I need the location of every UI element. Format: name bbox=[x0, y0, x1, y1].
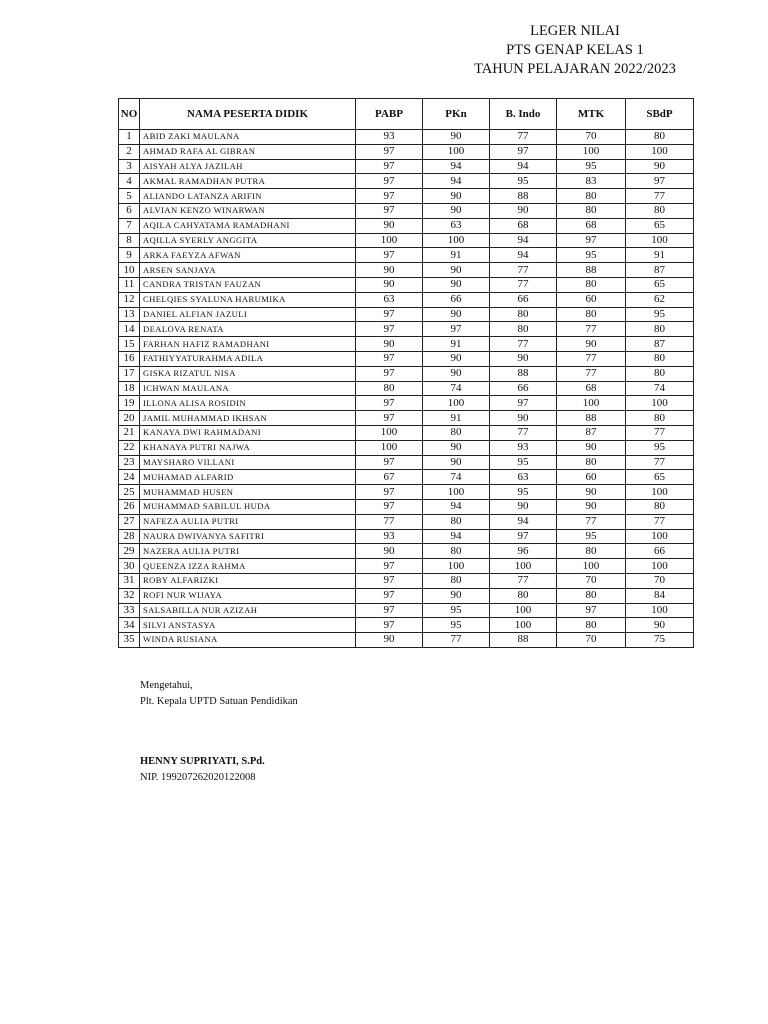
column-header: B. Indo bbox=[490, 99, 557, 130]
grade-cell: 84 bbox=[626, 588, 694, 603]
grade-cell: 80 bbox=[626, 351, 694, 366]
column-header: PABP bbox=[356, 99, 423, 130]
grade-cell: 80 bbox=[557, 189, 626, 204]
row-number: 15 bbox=[119, 337, 140, 352]
row-number: 29 bbox=[119, 544, 140, 559]
grade-cell: 100 bbox=[490, 603, 557, 618]
grade-cell: 87 bbox=[626, 263, 694, 278]
row-number: 23 bbox=[119, 455, 140, 470]
grade-cell: 77 bbox=[557, 514, 626, 529]
grade-cell: 97 bbox=[356, 499, 423, 514]
grade-cell: 66 bbox=[423, 292, 490, 307]
grade-cell: 90 bbox=[490, 203, 557, 218]
grade-cell: 88 bbox=[557, 263, 626, 278]
row-number: 5 bbox=[119, 189, 140, 204]
grade-cell: 74 bbox=[423, 470, 490, 485]
grade-cell: 91 bbox=[423, 411, 490, 426]
row-number: 28 bbox=[119, 529, 140, 544]
grade-cell: 95 bbox=[423, 618, 490, 633]
grade-cell: 94 bbox=[423, 499, 490, 514]
student-name: WINDA RUSIANA bbox=[140, 633, 356, 648]
grade-cell: 80 bbox=[626, 499, 694, 514]
acknowledgement-text: Mengetahui, bbox=[140, 680, 193, 691]
table-row bbox=[119, 351, 694, 366]
grade-cell: 77 bbox=[557, 351, 626, 366]
grade-cell: 97 bbox=[356, 203, 423, 218]
grade-cell: 90 bbox=[557, 485, 626, 500]
grade-cell: 100 bbox=[626, 529, 694, 544]
grade-cell: 97 bbox=[356, 159, 423, 174]
table-row bbox=[119, 159, 694, 174]
row-number: 8 bbox=[119, 233, 140, 248]
grade-cell: 93 bbox=[490, 440, 557, 455]
grade-cell: 100 bbox=[423, 144, 490, 159]
grade-cell: 90 bbox=[423, 440, 490, 455]
grade-cell: 97 bbox=[356, 144, 423, 159]
student-name: AQILA CAHYATAMA RAMADHANI bbox=[140, 218, 356, 233]
grade-cell: 77 bbox=[490, 263, 557, 278]
row-number: 25 bbox=[119, 485, 140, 500]
grade-cell: 80 bbox=[423, 514, 490, 529]
student-name: ICHWAN MAULANA bbox=[140, 381, 356, 396]
grade-cell: 68 bbox=[490, 218, 557, 233]
grade-cell: 97 bbox=[356, 618, 423, 633]
grade-cell: 90 bbox=[423, 277, 490, 292]
grade-cell: 77 bbox=[557, 366, 626, 381]
grade-cell: 95 bbox=[557, 248, 626, 263]
grade-cell: 80 bbox=[626, 203, 694, 218]
grade-cell: 100 bbox=[557, 144, 626, 159]
grade-cell: 95 bbox=[490, 174, 557, 189]
grade-cell: 90 bbox=[356, 218, 423, 233]
grade-cell: 80 bbox=[356, 381, 423, 396]
grade-cell: 90 bbox=[557, 440, 626, 455]
grade-cell: 95 bbox=[557, 159, 626, 174]
grade-cell: 100 bbox=[356, 440, 423, 455]
signer-nip: NIP. 199207262020122008 bbox=[140, 772, 256, 783]
grade-cell: 75 bbox=[626, 633, 694, 648]
grade-cell: 100 bbox=[423, 396, 490, 411]
grade-cell: 95 bbox=[490, 485, 557, 500]
signer-position: Plt. Kepala UPTD Satuan Pendidikan bbox=[140, 696, 298, 707]
grade-cell: 68 bbox=[557, 381, 626, 396]
grade-cell: 77 bbox=[423, 633, 490, 648]
grade-cell: 65 bbox=[626, 218, 694, 233]
table-row bbox=[119, 603, 694, 618]
grade-cell: 94 bbox=[423, 529, 490, 544]
grade-cell: 97 bbox=[626, 174, 694, 189]
grade-cell: 65 bbox=[626, 277, 694, 292]
student-name: CHELQIES SYALUNA HARUMIKA bbox=[140, 292, 356, 307]
table-row bbox=[119, 514, 694, 529]
grade-cell: 65 bbox=[626, 470, 694, 485]
student-name: SALSABILLA NUR AZIZAH bbox=[140, 603, 356, 618]
student-name: NAURA DWIVANYA SAFITRI bbox=[140, 529, 356, 544]
grade-cell: 88 bbox=[490, 189, 557, 204]
grade-cell: 97 bbox=[356, 485, 423, 500]
grade-cell: 96 bbox=[490, 544, 557, 559]
table-row bbox=[119, 529, 694, 544]
table-row bbox=[119, 263, 694, 278]
row-number: 7 bbox=[119, 218, 140, 233]
student-name: DANIEL ALFIAN JAZULI bbox=[140, 307, 356, 322]
grade-cell: 100 bbox=[626, 603, 694, 618]
grade-cell: 90 bbox=[626, 618, 694, 633]
table-row bbox=[119, 544, 694, 559]
grade-cell: 80 bbox=[557, 455, 626, 470]
grade-cell: 80 bbox=[557, 588, 626, 603]
grade-cell: 88 bbox=[490, 366, 557, 381]
grade-cell: 90 bbox=[423, 307, 490, 322]
table-row bbox=[119, 455, 694, 470]
row-number: 24 bbox=[119, 470, 140, 485]
grade-cell: 97 bbox=[356, 411, 423, 426]
grade-cell: 94 bbox=[423, 174, 490, 189]
grade-cell: 94 bbox=[490, 159, 557, 174]
table-row bbox=[119, 322, 694, 337]
grade-cell: 80 bbox=[626, 322, 694, 337]
table-row bbox=[119, 618, 694, 633]
row-number: 26 bbox=[119, 499, 140, 514]
grade-cell: 90 bbox=[490, 499, 557, 514]
grade-cell: 80 bbox=[557, 277, 626, 292]
grade-cell: 67 bbox=[356, 470, 423, 485]
grade-cell: 100 bbox=[423, 233, 490, 248]
row-number: 12 bbox=[119, 292, 140, 307]
row-number: 11 bbox=[119, 277, 140, 292]
table-row bbox=[119, 499, 694, 514]
grade-cell: 68 bbox=[557, 218, 626, 233]
table-row bbox=[119, 174, 694, 189]
table-row bbox=[119, 366, 694, 381]
title-line-2: PTS GENAP KELAS 1 bbox=[506, 42, 644, 58]
student-name: FARHAN HAFIZ RAMADHANI bbox=[140, 337, 356, 352]
student-name: ABID ZAKI MAULANA bbox=[140, 130, 356, 145]
table-row bbox=[119, 411, 694, 426]
grade-cell: 70 bbox=[557, 573, 626, 588]
grade-cell: 77 bbox=[490, 277, 557, 292]
row-number: 6 bbox=[119, 203, 140, 218]
grade-cell: 90 bbox=[423, 455, 490, 470]
grade-cell: 90 bbox=[356, 277, 423, 292]
grade-cell: 90 bbox=[490, 351, 557, 366]
row-number: 2 bbox=[119, 144, 140, 159]
row-number: 34 bbox=[119, 618, 140, 633]
row-number: 10 bbox=[119, 263, 140, 278]
signature-block bbox=[140, 678, 298, 786]
title-line-3: TAHUN PELAJARAN 2022/2023 bbox=[474, 61, 676, 77]
grade-cell: 77 bbox=[626, 425, 694, 440]
grade-cell: 97 bbox=[356, 588, 423, 603]
grade-cell: 97 bbox=[557, 233, 626, 248]
table-header-row bbox=[119, 99, 694, 130]
row-number: 27 bbox=[119, 514, 140, 529]
row-number: 14 bbox=[119, 322, 140, 337]
table-row bbox=[119, 307, 694, 322]
grade-cell: 97 bbox=[356, 559, 423, 574]
grade-cell: 97 bbox=[356, 322, 423, 337]
student-name: JAMIL MUHAMMAD IKHSAN bbox=[140, 411, 356, 426]
grade-cell: 87 bbox=[557, 425, 626, 440]
student-name: ARKA FAEYZA AFWAN bbox=[140, 248, 356, 263]
grade-cell: 93 bbox=[356, 529, 423, 544]
table-row bbox=[119, 337, 694, 352]
grade-cell: 80 bbox=[557, 544, 626, 559]
grade-cell: 63 bbox=[490, 470, 557, 485]
grade-cell: 90 bbox=[356, 633, 423, 648]
grade-cell: 77 bbox=[626, 455, 694, 470]
column-header: NAMA PESERTA DIDIK bbox=[140, 99, 356, 130]
column-header: PKn bbox=[423, 99, 490, 130]
grade-cell: 100 bbox=[557, 396, 626, 411]
grade-cell: 80 bbox=[490, 307, 557, 322]
signer-name: HENNY SUPRIYATI, S.Pd. bbox=[140, 756, 265, 767]
grade-cell: 91 bbox=[626, 248, 694, 263]
grade-cell: 90 bbox=[626, 159, 694, 174]
grade-cell: 95 bbox=[626, 307, 694, 322]
student-name: MUHAMAD ALFARID bbox=[140, 470, 356, 485]
student-name: ALIANDO LATANZA ARIFIN bbox=[140, 189, 356, 204]
grade-cell: 90 bbox=[490, 411, 557, 426]
grade-cell: 74 bbox=[626, 381, 694, 396]
grade-cell: 97 bbox=[490, 529, 557, 544]
row-number: 22 bbox=[119, 440, 140, 455]
table-row bbox=[119, 203, 694, 218]
column-header: SBdP bbox=[626, 99, 694, 130]
column-header: MTK bbox=[557, 99, 626, 130]
grade-cell: 66 bbox=[490, 292, 557, 307]
row-number: 21 bbox=[119, 425, 140, 440]
row-number: 3 bbox=[119, 159, 140, 174]
row-number: 13 bbox=[119, 307, 140, 322]
table-row bbox=[119, 189, 694, 204]
table-row bbox=[119, 144, 694, 159]
grade-cell: 95 bbox=[490, 455, 557, 470]
table-row bbox=[119, 559, 694, 574]
grade-cell: 62 bbox=[626, 292, 694, 307]
grade-cell: 100 bbox=[490, 559, 557, 574]
grade-cell: 90 bbox=[557, 337, 626, 352]
row-number: 19 bbox=[119, 396, 140, 411]
grade-cell: 90 bbox=[423, 366, 490, 381]
grades-table bbox=[118, 98, 694, 648]
table-row bbox=[119, 573, 694, 588]
grade-cell: 90 bbox=[356, 263, 423, 278]
grade-cell: 88 bbox=[490, 633, 557, 648]
student-name: FATHIYYATURAHMA ADILA bbox=[140, 351, 356, 366]
grade-cell: 100 bbox=[626, 485, 694, 500]
table-row bbox=[119, 396, 694, 411]
grade-cell: 80 bbox=[423, 544, 490, 559]
grade-cell: 90 bbox=[423, 189, 490, 204]
grade-cell: 83 bbox=[557, 174, 626, 189]
grade-cell: 100 bbox=[626, 233, 694, 248]
grade-cell: 100 bbox=[356, 233, 423, 248]
row-number: 17 bbox=[119, 366, 140, 381]
row-number: 32 bbox=[119, 588, 140, 603]
student-name: NAZERA AULIA PUTRI bbox=[140, 544, 356, 559]
title-line-1: LEGER NILAI bbox=[530, 23, 620, 39]
grade-cell: 77 bbox=[626, 189, 694, 204]
student-name: KHANAYA PUTRI NAJWA bbox=[140, 440, 356, 455]
table-row bbox=[119, 381, 694, 396]
student-name: SILVI ANSTASYA bbox=[140, 618, 356, 633]
grade-cell: 63 bbox=[356, 292, 423, 307]
grade-cell: 100 bbox=[626, 559, 694, 574]
grade-cell: 95 bbox=[626, 440, 694, 455]
grade-cell: 77 bbox=[557, 322, 626, 337]
column-header: NO bbox=[119, 99, 140, 130]
grade-cell: 77 bbox=[490, 573, 557, 588]
student-name: AKMAL RAMADHAN PUTRA bbox=[140, 174, 356, 189]
grade-cell: 77 bbox=[356, 514, 423, 529]
table-row bbox=[119, 470, 694, 485]
grade-cell: 80 bbox=[557, 203, 626, 218]
student-name: NAFEZA AULIA PUTRI bbox=[140, 514, 356, 529]
grade-cell: 97 bbox=[423, 322, 490, 337]
grade-cell: 94 bbox=[423, 159, 490, 174]
grade-cell: 100 bbox=[490, 618, 557, 633]
grade-cell: 80 bbox=[626, 366, 694, 381]
grade-cell: 90 bbox=[423, 130, 490, 145]
grade-cell: 91 bbox=[423, 248, 490, 263]
student-name: MUHAMMAD HUSEN bbox=[140, 485, 356, 500]
table-row bbox=[119, 292, 694, 307]
grade-cell: 80 bbox=[423, 425, 490, 440]
grade-cell: 100 bbox=[423, 559, 490, 574]
grade-cell: 97 bbox=[356, 455, 423, 470]
student-name: ROFI NUR WIJAYA bbox=[140, 588, 356, 603]
grade-cell: 100 bbox=[626, 144, 694, 159]
student-name: QUEENZA IZZA RAHMA bbox=[140, 559, 356, 574]
table-row bbox=[119, 248, 694, 263]
grade-cell: 97 bbox=[356, 603, 423, 618]
grade-cell: 77 bbox=[490, 130, 557, 145]
grade-cell: 100 bbox=[557, 559, 626, 574]
grade-cell: 80 bbox=[626, 130, 694, 145]
student-name: AQILLA SYERLY ANGGITA bbox=[140, 233, 356, 248]
student-name: MUHAMMAD SABILUL HUDA bbox=[140, 499, 356, 514]
grade-cell: 70 bbox=[557, 130, 626, 145]
grade-cell: 70 bbox=[557, 633, 626, 648]
grade-cell: 97 bbox=[356, 366, 423, 381]
grade-cell: 91 bbox=[423, 337, 490, 352]
grade-cell: 74 bbox=[423, 381, 490, 396]
table-row bbox=[119, 588, 694, 603]
grade-cell: 77 bbox=[490, 425, 557, 440]
grade-cell: 97 bbox=[356, 351, 423, 366]
row-number: 4 bbox=[119, 174, 140, 189]
student-name: AHMAD RAFA AL GIBRAN bbox=[140, 144, 356, 159]
row-number: 9 bbox=[119, 248, 140, 263]
row-number: 33 bbox=[119, 603, 140, 618]
grade-cell: 70 bbox=[626, 573, 694, 588]
row-number: 18 bbox=[119, 381, 140, 396]
grade-cell: 60 bbox=[557, 470, 626, 485]
grade-cell: 94 bbox=[490, 514, 557, 529]
student-name: ILLONA ALISA ROSIDIN bbox=[140, 396, 356, 411]
grade-cell: 97 bbox=[356, 174, 423, 189]
table-row bbox=[119, 633, 694, 648]
grade-cell: 97 bbox=[356, 307, 423, 322]
grade-cell: 80 bbox=[490, 322, 557, 337]
table-row bbox=[119, 130, 694, 145]
table-row bbox=[119, 440, 694, 455]
grade-cell: 97 bbox=[490, 144, 557, 159]
grade-cell: 93 bbox=[356, 130, 423, 145]
student-name: AISYAH ALYA JAZILAH bbox=[140, 159, 356, 174]
grade-cell: 94 bbox=[490, 248, 557, 263]
grade-cell: 95 bbox=[557, 529, 626, 544]
grade-cell: 80 bbox=[490, 588, 557, 603]
grade-cell: 66 bbox=[490, 381, 557, 396]
table-row bbox=[119, 277, 694, 292]
row-number: 35 bbox=[119, 633, 140, 648]
grade-cell: 90 bbox=[423, 203, 490, 218]
grade-cell: 90 bbox=[423, 588, 490, 603]
grade-cell: 80 bbox=[626, 411, 694, 426]
grade-cell: 97 bbox=[356, 248, 423, 263]
document-title bbox=[470, 22, 680, 79]
grade-cell: 97 bbox=[356, 189, 423, 204]
grade-cell: 100 bbox=[626, 396, 694, 411]
grade-cell: 60 bbox=[557, 292, 626, 307]
row-number: 16 bbox=[119, 351, 140, 366]
student-name: KANAYA DWI RAHMADANI bbox=[140, 425, 356, 440]
grade-cell: 97 bbox=[356, 396, 423, 411]
student-name: DEALOVA RENATA bbox=[140, 322, 356, 337]
table-row bbox=[119, 425, 694, 440]
grade-cell: 80 bbox=[557, 618, 626, 633]
grade-cell: 88 bbox=[557, 411, 626, 426]
grade-cell: 63 bbox=[423, 218, 490, 233]
row-number: 1 bbox=[119, 130, 140, 145]
grade-cell: 94 bbox=[490, 233, 557, 248]
grade-cell: 90 bbox=[423, 263, 490, 278]
row-number: 20 bbox=[119, 411, 140, 426]
student-name: CANDRA TRISTAN FAUZAN bbox=[140, 277, 356, 292]
grade-cell: 80 bbox=[557, 307, 626, 322]
grade-cell: 90 bbox=[356, 544, 423, 559]
grade-cell: 80 bbox=[423, 573, 490, 588]
grade-cell: 97 bbox=[490, 396, 557, 411]
table-row bbox=[119, 233, 694, 248]
student-name: MAYSHARO VILLANI bbox=[140, 455, 356, 470]
grade-cell: 100 bbox=[423, 485, 490, 500]
grade-cell: 66 bbox=[626, 544, 694, 559]
student-name: ARSEN SANJAYA bbox=[140, 263, 356, 278]
row-number: 30 bbox=[119, 559, 140, 574]
grade-cell: 97 bbox=[356, 573, 423, 588]
student-name: ROBY ALFARIZKI bbox=[140, 573, 356, 588]
table-body bbox=[119, 130, 694, 648]
grade-cell: 77 bbox=[490, 337, 557, 352]
row-number: 31 bbox=[119, 573, 140, 588]
grade-cell: 77 bbox=[626, 514, 694, 529]
grade-cell: 97 bbox=[557, 603, 626, 618]
grade-cell: 90 bbox=[557, 499, 626, 514]
grade-cell: 87 bbox=[626, 337, 694, 352]
grade-cell: 95 bbox=[423, 603, 490, 618]
grade-cell: 90 bbox=[356, 337, 423, 352]
grade-cell: 90 bbox=[423, 351, 490, 366]
student-name: GISKA RIZATUL NISA bbox=[140, 366, 356, 381]
student-name: ALVIAN KENZO WINARWAN bbox=[140, 203, 356, 218]
table-row bbox=[119, 485, 694, 500]
grade-cell: 100 bbox=[356, 425, 423, 440]
table-row bbox=[119, 218, 694, 233]
